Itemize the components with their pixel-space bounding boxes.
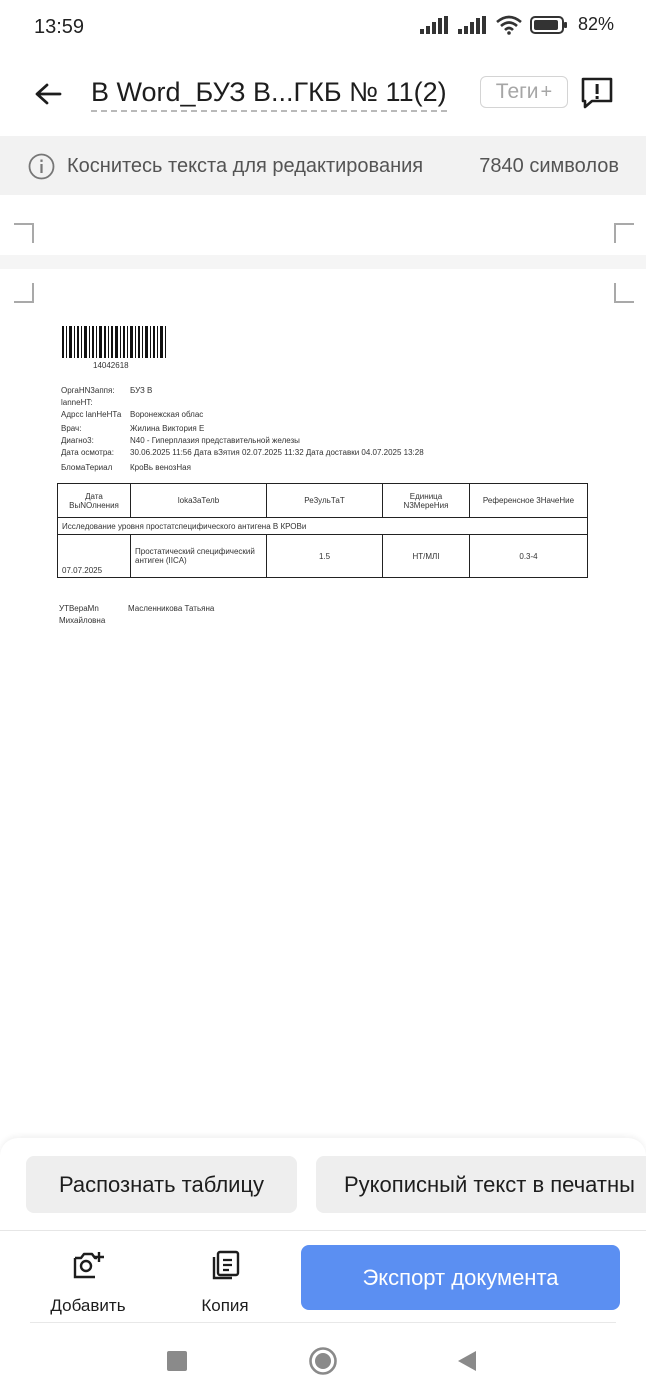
cell-date: 07.07.2025: [58, 535, 131, 578]
meta-row-diagnosis: Диагно3: N40 - Гиперплазия представительной железы: [61, 436, 300, 445]
character-count: 7840 символов: [479, 155, 619, 177]
approver-patronymic: Михайловна: [59, 616, 106, 625]
back-triangle-icon[interactable]: [456, 1349, 478, 1373]
meta-row-address: Адрсс lanНеНТа Воронежская облас: [61, 410, 204, 419]
cell-test-name: Простатический специфический антиген (IICA): [131, 535, 267, 578]
battery-icon: [530, 15, 568, 35]
handwriting-to-print-button[interactable]: Рукописный текст в печатны: [316, 1156, 646, 1213]
status-bar: [0, 0, 646, 56]
top-app-bar: [0, 56, 646, 134]
wifi-icon: [496, 15, 522, 35]
report-icon: [578, 74, 616, 112]
page-corner-mark: [614, 223, 634, 243]
tags-label: Теги: [495, 80, 539, 103]
add-photo-icon: [71, 1248, 105, 1282]
system-navigation-bar: [0, 1336, 646, 1388]
back-button[interactable]: [28, 74, 68, 114]
col-header-result: Ре3ульТаТ: [267, 484, 383, 518]
col-header-date: Дата ВыNОлнения: [58, 484, 131, 518]
meta-row-doctor: Врач: Жилина Виктория Е: [61, 424, 205, 433]
copy-button[interactable]: [175, 1248, 275, 1316]
edit-hint-bar: [0, 136, 646, 195]
table-header-row: [58, 484, 588, 518]
section-title: Исследование уровня простатспецифического антигена В КРОВи: [58, 518, 588, 535]
approver-name: Масленникова Татьяна: [128, 604, 215, 613]
recents-square-icon[interactable]: [166, 1350, 188, 1372]
col-header-test: lоkа3аТелb: [131, 484, 267, 518]
table-row: [58, 535, 588, 578]
divider: [30, 1322, 616, 1323]
divider: [0, 1230, 646, 1231]
meta-row-dates: Дата осмотра: 30.06.2025 11:56 Дата вЗятия 02.07.2025 11:32 Дата доставки 04.07.2025 13:28: [61, 448, 424, 457]
page-corner-mark: [14, 223, 34, 243]
arrow-left-icon: [34, 82, 62, 106]
results-table: [57, 483, 588, 578]
info-icon: [28, 153, 55, 180]
battery-percent: 82%: [577, 14, 614, 34]
hint-text: Коснитесь текста для редактирования: [67, 155, 424, 177]
status-time: 13:59: [34, 16, 85, 38]
col-header-reference: Референсное 3НачеНие: [470, 484, 588, 518]
feedback-button[interactable]: [578, 74, 616, 112]
recognize-table-button[interactable]: Распознать таблицу: [26, 1156, 297, 1213]
add-button[interactable]: [38, 1248, 138, 1316]
add-label: Добавить: [50, 1296, 126, 1315]
copy-label: Копия: [201, 1296, 249, 1315]
col-header-unit: Единица N3МереНия: [383, 484, 470, 518]
cell-unit: НТ/МЛI: [383, 535, 470, 578]
barcode-number: 14042618: [93, 361, 129, 370]
home-circle-icon[interactable]: [308, 1346, 338, 1376]
page-separator: [0, 255, 646, 269]
meta-row-organization: ОргаНN3аппя: БУЗ В: [61, 386, 153, 395]
cell-reference: 0.3-4: [470, 535, 588, 578]
meta-row-patient: lanneHT:: [61, 398, 93, 407]
tags-button[interactable]: [480, 76, 568, 108]
meta-row-material: БломаТериал КроВь венозНая: [61, 463, 191, 472]
plus-icon: +: [540, 80, 553, 103]
document-title[interactable]: В Word_БУЗ В...ГКБ № 11(2): [91, 76, 447, 112]
page-corner-mark: [14, 283, 34, 303]
cell-result: 1.5: [267, 535, 383, 578]
export-document-button[interactable]: Экспорт документа: [301, 1245, 620, 1310]
page-corner-mark: [614, 283, 634, 303]
signal-icon: [420, 16, 450, 34]
table-section-row: [58, 518, 588, 535]
barcode-image: [62, 326, 166, 358]
approval-label: УТВераМn: [59, 604, 99, 613]
signal-icon-2: [458, 16, 488, 34]
copy-icon: [208, 1248, 242, 1282]
status-icons: [420, 14, 614, 35]
